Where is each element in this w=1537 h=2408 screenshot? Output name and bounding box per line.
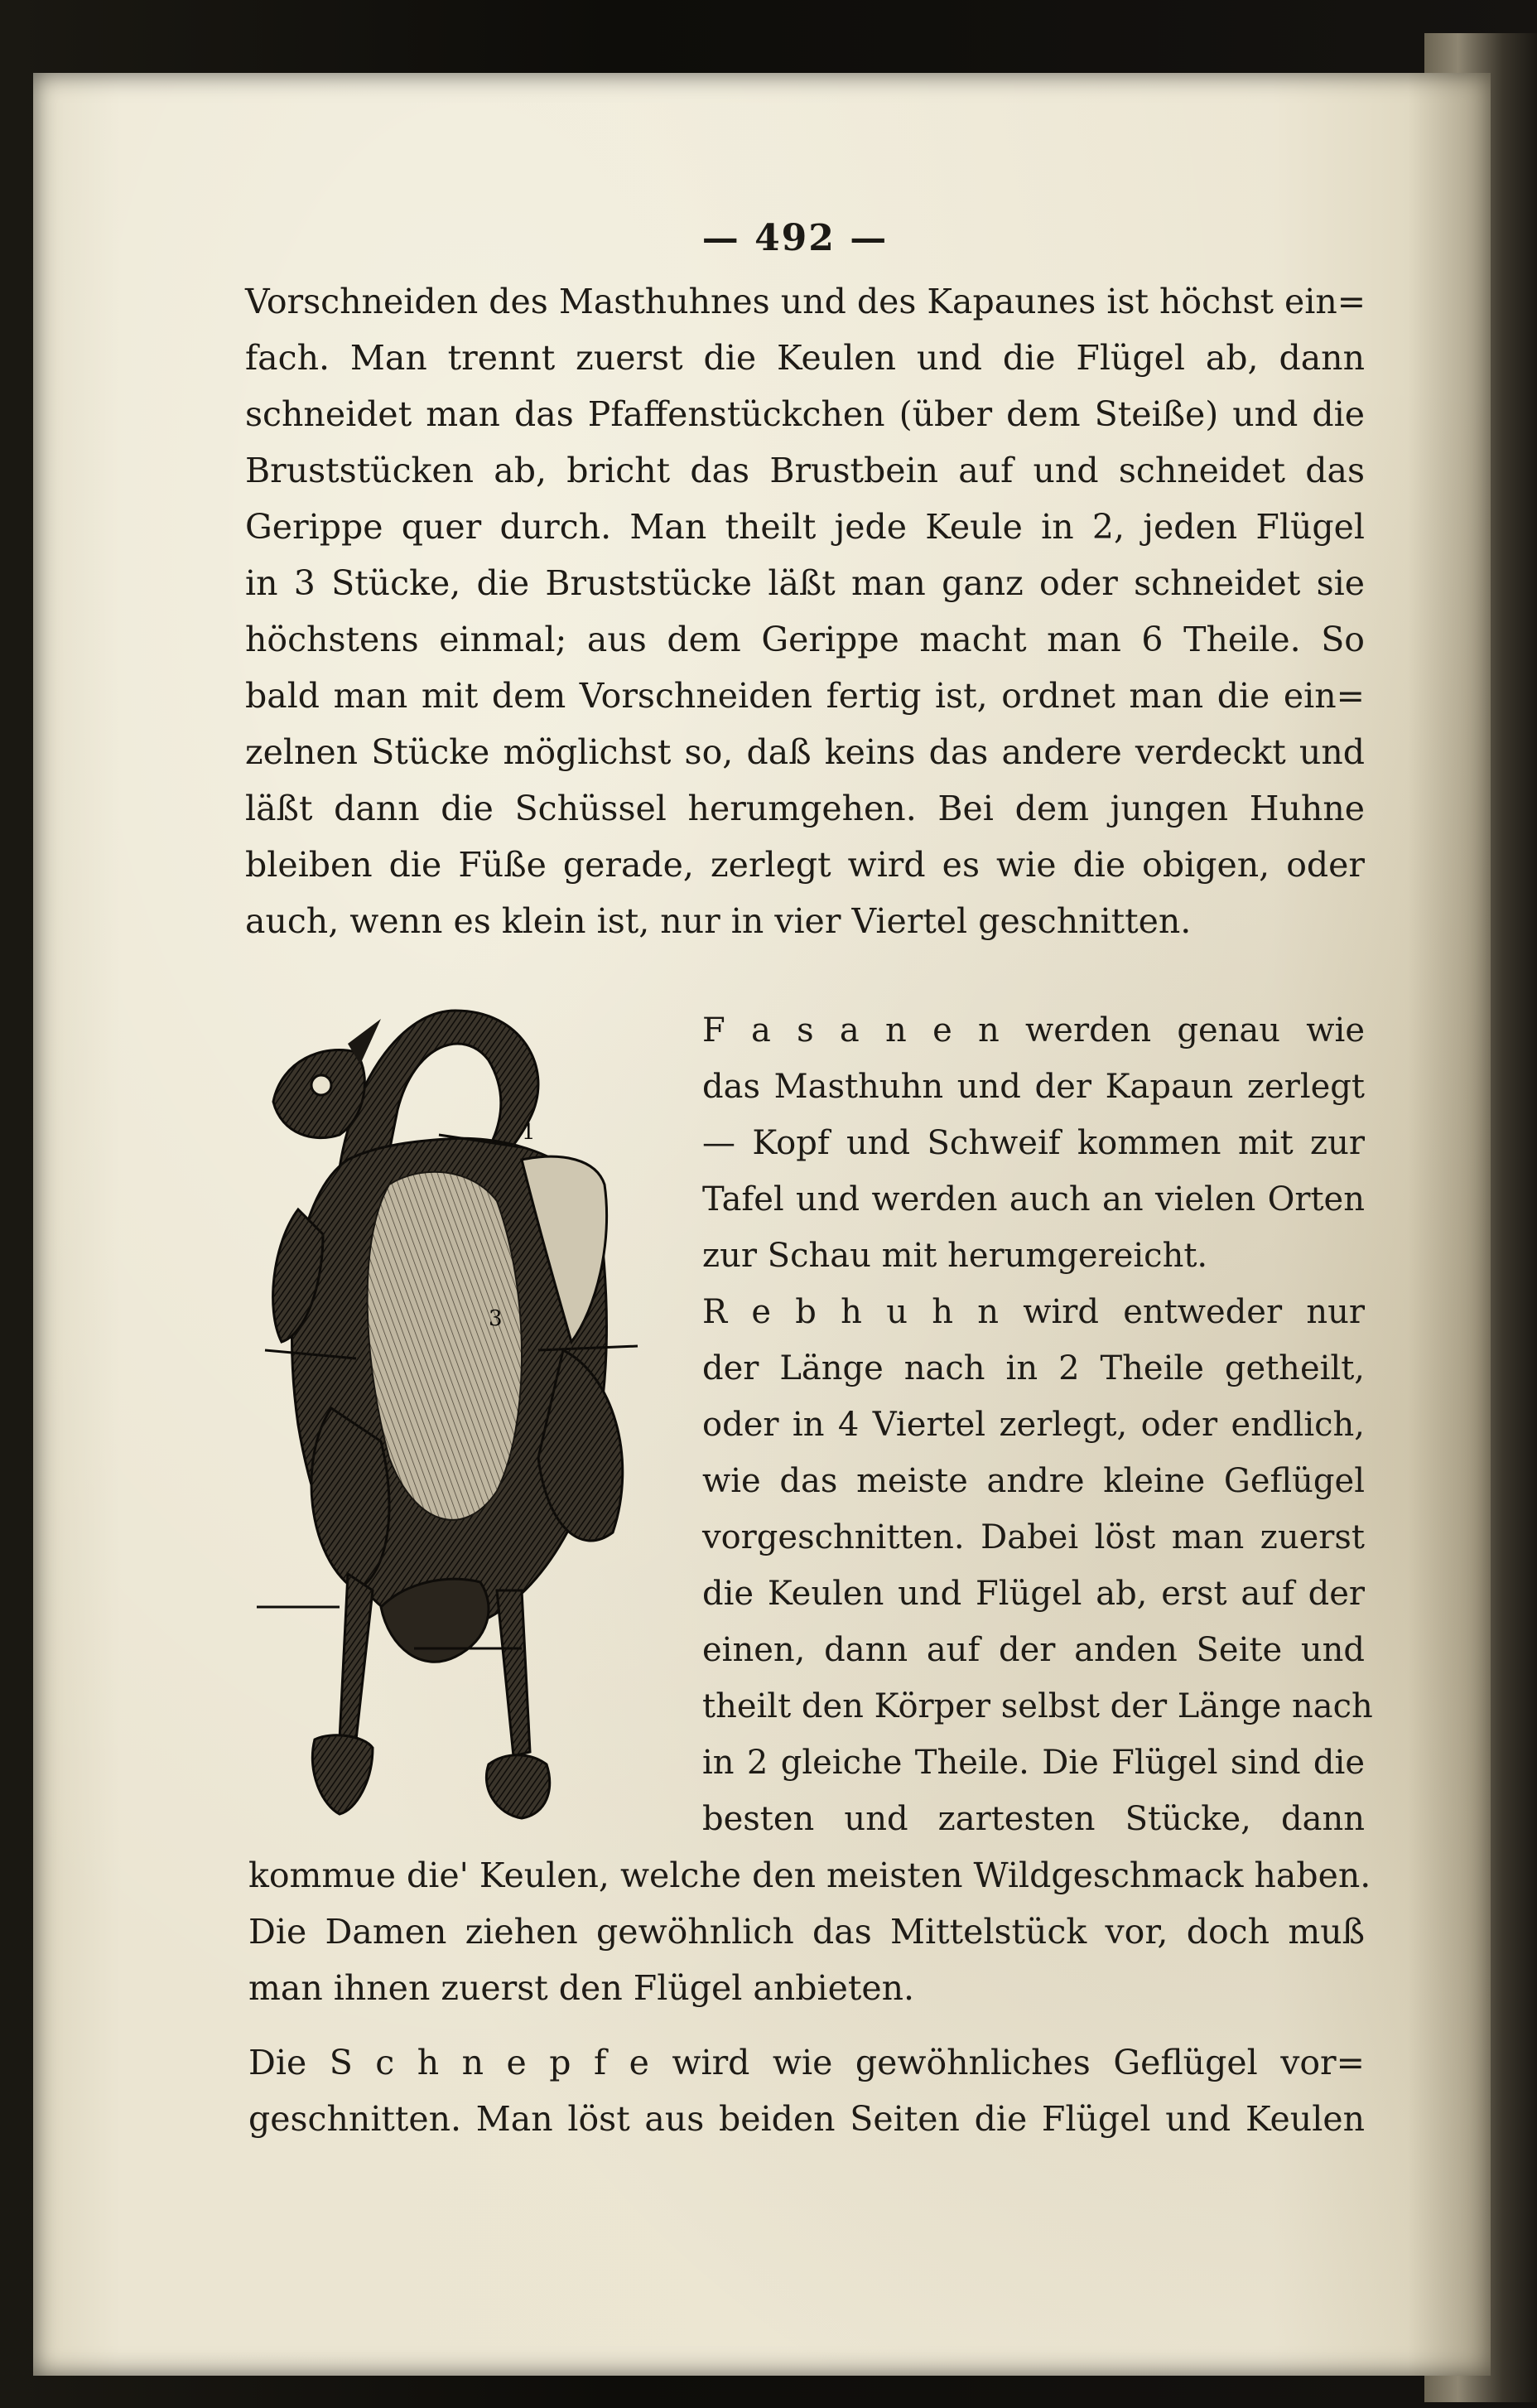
- text-line: Die S c h n e p f e wird wie gewöhnliches Geflügel vor=: [248, 2043, 1365, 2082]
- text-line: einen, dann auf der anden Seite und: [702, 1631, 1365, 1669]
- text-line: oder in 4 Viertel zerlegt, oder endlich,: [702, 1406, 1365, 1444]
- text-line: in 2 gleiche Theile. Die Flügel sind die: [702, 1744, 1365, 1782]
- text-line: theilt den Körper selbst der Länge nach: [702, 1687, 1373, 1725]
- paragraph-masthuhn: [245, 273, 1365, 949]
- text-line: Vorschneiden des Masthuhnes und des Kapaunes ist höchst ein=: [245, 282, 1366, 321]
- text-line: das Masthuhn und der Kapaun zerlegt: [702, 1068, 1365, 1106]
- text-line: Tafel und werden auch an vielen Orten: [702, 1180, 1365, 1218]
- text-line: vorgeschnitten. Dabei löst man zuerst: [702, 1518, 1365, 1556]
- cut-label: 3: [489, 1306, 503, 1331]
- text-line: zelnen Stücke möglichst so, daß keins das andere verdeckt und: [245, 732, 1365, 772]
- text-line: geschnitten. Man löst aus beiden Seiten die Flügel und Keulen: [248, 2099, 1365, 2139]
- text-line: in 3 Stücke, die Bruststücke läßt man ganz oder schneidet sie: [245, 563, 1365, 603]
- page-shadow: [1408, 73, 1491, 2376]
- paragraph-keulen: [248, 1847, 1371, 2016]
- text-line: F a s a n e n werden genau wie: [702, 1011, 1365, 1050]
- poultry-carving-illustration: [248, 994, 679, 1847]
- text-line: kommue die' Keulen, welche den meisten Wildgeschmack haben.: [248, 1855, 1371, 1895]
- text-line: Gerippe quer durch. Man theilt jede Keule in 2, jeden Flügel: [245, 507, 1365, 547]
- paragraph-schnepfe: [248, 2034, 1365, 2147]
- text-line: Bruststücken ab, bricht das Brustbein auf und schneidet das: [245, 451, 1365, 490]
- text-line: schneidet man das Pfaffenstückchen (über dem Steiße) und die: [245, 394, 1365, 434]
- paragraph-fasanen-rebhuhn: [702, 1002, 1373, 1847]
- text-line: zur Schau mit herumgereicht.: [702, 1237, 1208, 1275]
- text-line: bleiben die Füße gerade, zerlegt wird es wie die obigen, oder: [245, 845, 1365, 885]
- cut-label: 1: [522, 1120, 536, 1145]
- text-line: R e b h u h n wird entweder nur: [702, 1293, 1365, 1331]
- text-line: — Kopf und Schweif kommen mit zur: [702, 1124, 1365, 1162]
- text-line: wie das meiste andre kleine Geflügel: [702, 1462, 1365, 1500]
- text-line: man ihnen zuerst den Flügel anbieten.: [248, 1968, 915, 2008]
- text-line: auch, wenn es klein ist, nur in vier Viertel geschnitten.: [245, 901, 1192, 941]
- text-line: läßt dann die Schüssel herumgehen. Bei dem jungen Huhne: [245, 789, 1365, 828]
- text-line: besten und zartesten Stücke, dann: [702, 1800, 1365, 1838]
- text-line: Die Damen ziehen gewöhnlich das Mittelstück vor, doch muß: [248, 1912, 1365, 1952]
- text-line: fach. Man trennt zuerst die Keulen und die Flügel ab, dann: [245, 338, 1365, 378]
- page-number: — 492 —: [701, 217, 889, 259]
- text-line: bald man mit dem Vorschneiden fertig ist, ordnet man die ein=: [245, 676, 1365, 716]
- text-line: höchstens einmal; aus dem Gerippe macht man 6 Theile. So: [245, 620, 1365, 659]
- text-line: der Länge nach in 2 Theile getheilt,: [702, 1349, 1365, 1387]
- text-line: die Keulen und Flügel ab, erst auf der: [702, 1575, 1365, 1613]
